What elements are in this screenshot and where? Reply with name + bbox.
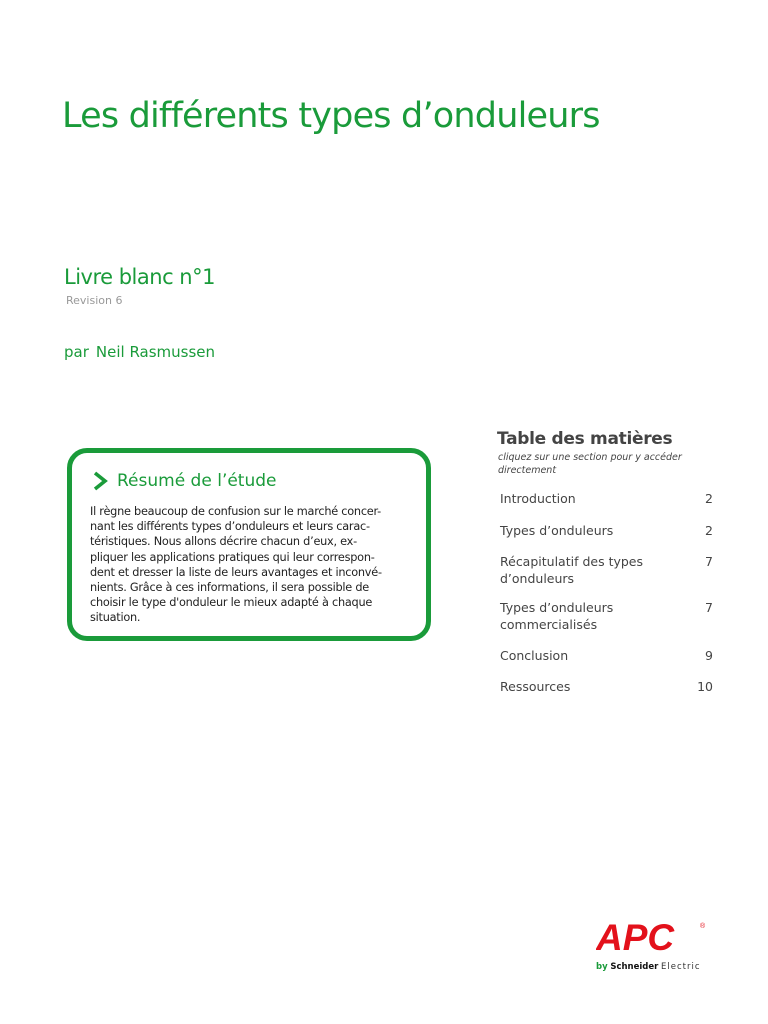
summary-line: choisir le type d'onduleur le mieux adapté à chaque	[90, 596, 373, 610]
registered-mark: ®	[700, 923, 706, 930]
summary-line: Il règne beaucoup de confusion sur le marché concer-	[90, 505, 381, 518]
summary-heading	[92, 471, 277, 491]
toc-item-page: 9	[705, 648, 713, 663]
revision-label: Revision 6	[66, 294, 123, 307]
summary-title: Résumé de l’étude	[117, 471, 277, 491]
logo-suffix: Electric	[661, 962, 701, 972]
toc-item-label-line: commercialisés	[500, 617, 598, 632]
logo-by: by	[596, 962, 608, 972]
apc-logo-mark	[596, 918, 708, 958]
toc-item-label-line: Introduction	[500, 491, 576, 506]
document-subtitle: Livre blanc n°1	[64, 265, 215, 289]
summary-line: nients. Grâce à ces informations, il sera possible de	[90, 581, 369, 595]
toc-item-ressources[interactable]	[500, 678, 713, 695]
toc-hint	[498, 452, 718, 477]
toc-item-label-line: Récapitulatif des types	[500, 554, 644, 569]
toc-item-commercialises[interactable]	[500, 599, 713, 633]
summary-line: pliquer les applications pratiques qui leur correspon-	[90, 550, 375, 564]
toc-item-page: 10	[697, 679, 713, 694]
toc-item-page: 7	[705, 554, 713, 569]
toc-item-recapitulatif[interactable]	[500, 553, 713, 587]
toc-item-label-line: Ressources	[500, 679, 571, 694]
apc-logo-text: APC	[596, 918, 675, 958]
toc-item-conclusion[interactable]	[500, 647, 713, 664]
toc-item-page: 7	[705, 600, 713, 615]
logo-byline	[596, 962, 701, 972]
logo-brand: Schneider	[610, 962, 659, 972]
summary-line: situation.	[90, 611, 141, 625]
author-prefix: par	[64, 343, 89, 361]
document-title: Les différents types d’onduleurs	[62, 96, 600, 136]
toc-item-label	[500, 553, 643, 587]
toc-hint-line: cliquez sur une section pour y accéder	[498, 452, 682, 463]
summary-line: nant les différents types d’onduleurs et leurs carac-	[90, 520, 370, 534]
toc-hint-line: directement	[498, 464, 557, 476]
toc-item-label	[500, 522, 613, 539]
toc-item-introduction[interactable]	[500, 490, 713, 507]
toc-title: Table des matières	[497, 429, 673, 449]
toc-item-label	[500, 678, 570, 695]
summary-box	[67, 448, 431, 641]
toc-item-label	[500, 599, 613, 633]
apc-logo	[596, 918, 708, 976]
toc-item-page: 2	[705, 523, 713, 538]
toc-item-label-line: Types d’onduleurs	[500, 600, 614, 615]
toc-item-label	[500, 490, 576, 507]
toc-item-types[interactable]	[500, 522, 713, 539]
toc-item-label-line: Types d’onduleurs	[500, 523, 614, 538]
summary-line: dent et dresser la liste de leurs avantages et inconvé-	[90, 565, 382, 579]
toc-item-label	[500, 647, 568, 664]
summary-text	[90, 504, 420, 626]
toc-item-label-line: Conclusion	[500, 648, 569, 663]
author-line	[64, 343, 215, 361]
toc-item-label-line: d’onduleurs	[500, 571, 575, 586]
chevron-right-icon	[92, 471, 108, 491]
toc-item-page: 2	[705, 491, 713, 506]
summary-line: téristiques. Nous allons décrire chacun d’eux, ex-	[90, 535, 357, 549]
author-name: Neil Rasmussen	[95, 343, 216, 361]
